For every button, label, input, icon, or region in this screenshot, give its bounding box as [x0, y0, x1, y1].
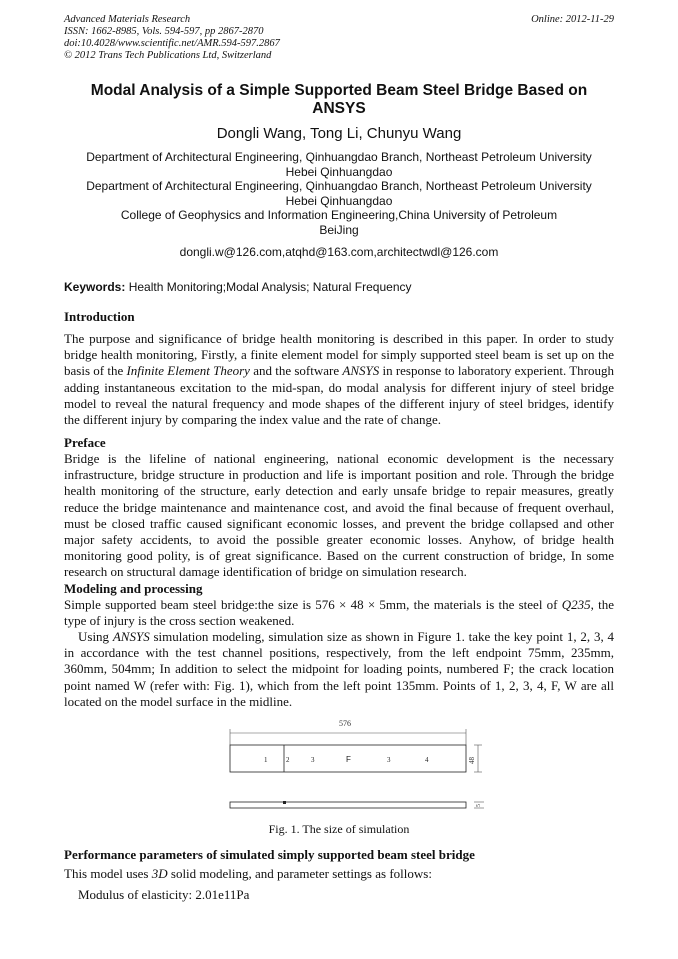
point-label: 3 — [311, 756, 315, 764]
affiliation-line: BeiJing — [319, 222, 359, 237]
text-run-italic: Infinite Element Theory — [126, 363, 250, 379]
text-run: Using — [78, 629, 113, 644]
performance-parameter-line: Modulus of elasticity: 2.01e11Pa — [78, 887, 250, 902]
text-run: simulation modeling, simulation size as shown in Figure 1. take the key point 1, 2, 3, 4 in accordance with the test channel positions, respectively, from the left endpoint 75mm, 235mm, 360mm, 504mm; In addition to select the midpoint for loading points, numbered F; the crack location point named W (refer with: Fig. 1), which from the left point 135mm. Points of 1, 2, 3, 4, F, W are all located on the model surface in the midline. — [64, 629, 614, 709]
performance-paragraph — [64, 866, 614, 882]
introduction-paragraph — [64, 331, 614, 428]
text-run: solid modeling, and parameter settings as follows: — [167, 866, 432, 881]
point-label: 4 — [425, 756, 429, 764]
doi-line: doi:10.4028/www.scientific.net/AMR.594-597.2867 — [64, 38, 280, 49]
crack-marker — [283, 801, 286, 804]
issn-line: ISSN: 1662-8985, Vols. 594-597, pp 2867-2870 — [64, 26, 264, 37]
point-label: 2 — [286, 756, 290, 764]
height-label: 48 — [468, 757, 476, 764]
section-heading-modeling: Modeling and processing — [64, 581, 203, 596]
text-run-italic: ANSYS — [342, 363, 380, 379]
text-run: Simple supported beam steel bridge:the size is 576 × 48 × 5mm, the materials is the steel of — [64, 597, 562, 612]
affiliation-line: Department of Architectural Engineering, Qinhuangdao Branch, Northeast Petroleum University — [86, 179, 592, 193]
author-list: Dongli Wang, Tong Li, Chunyu Wang — [216, 125, 462, 142]
keywords-label: Keywords: — [64, 280, 126, 294]
copyright-line: © 2012 Trans Tech Publications Ltd, Switzerland — [64, 50, 272, 61]
modeling-paragraph-1 — [64, 597, 614, 629]
text-run-italic: Q235 — [561, 597, 591, 612]
section-heading-introduction: Introduction — [64, 309, 135, 324]
text-run: This model uses — [64, 866, 152, 881]
keywords — [64, 280, 614, 294]
affiliation-line: College of Geophysics and Information Engineering,China University of Petroleum — [120, 208, 558, 222]
figure-beam-diagram — [222, 715, 492, 815]
length-label: 576 — [339, 719, 351, 728]
text-run-italic: ANSYS — [112, 629, 150, 644]
figure-caption: Fig. 1. The size of simulation — [268, 822, 410, 836]
section-heading-performance: Performance parameters of simulated simply supported beam steel bridge — [64, 847, 475, 862]
journal-header — [64, 14, 280, 62]
affiliation-line: Hebei Qinhuangdao — [285, 193, 393, 208]
affiliations — [50, 150, 628, 237]
modeling-paragraph-2 — [64, 629, 614, 710]
point-label-load: F — [346, 755, 351, 764]
keywords-text: Health Monitoring;Modal Analysis; Natural Frequency — [128, 280, 412, 294]
section-heading-preface: Preface — [64, 435, 106, 450]
online-date: Online: 2012-11-29 — [531, 14, 614, 25]
text-run: in response to laboratory experient. Through adding instantaneous excitation to the mid-span, do modal analysis for different injury of steel bridge model to reveal the natural frequency and mode shapes of the different injury of steel bridges, identify the different injury by comparing the index value and the rate of change. — [64, 363, 615, 428]
text-run: and the software — [249, 363, 343, 379]
beam-side-view — [230, 802, 466, 808]
text-run-italic: 3D — [151, 866, 168, 881]
point-label: 3 — [387, 756, 391, 764]
text-run: , the type of injury is the cross section weakened. — [64, 597, 614, 629]
text-run: The purpose and significance of bridge health monitoring is described in this paper. In order to study bridge health monitoring, Firstly, a finite element model for simply supported steel beam is set up on the basis of the — [64, 331, 614, 379]
affiliation-line: Department of Architectural Engineering, Qinhuangdao Branch, Northeast Petroleum University — [86, 150, 592, 164]
affiliation-line: Hebei Qinhuangdao — [285, 164, 393, 179]
author-emails: dongli.w@126.com,atqhd@163.com,architectwdl@126.com — [179, 245, 499, 259]
point-label: 1 — [264, 756, 268, 764]
paper-title: Modal Analysis of a Simple Supported Beam Steel Bridge Based on ANSYS — [90, 82, 588, 117]
journal-name: Advanced Materials Research — [64, 14, 191, 25]
thickness-label: 5 — [476, 804, 482, 807]
preface-paragraph: Bridge is the lifeline of national engineering, national economic development is the necessary infrastructure, bridge structure in production and life is important position and role. Through the bridge health monitoring of the structure, early detection and early unsafe bridge to repair measures, greatly reduce the bridge maintenance and maintenance cost, and avoid the final because of frequent overhaul, must be closed traffic caused significant economic losses, and prevent the bridge collapsed and other major safety accidents, to avoid the possible greater economic losses. Anyhow, of bridge health monitoring good polity, is of great significance. Based on the current construction of bridge, In some research on structural damage identification of bridge on simulation research. — [64, 451, 614, 580]
